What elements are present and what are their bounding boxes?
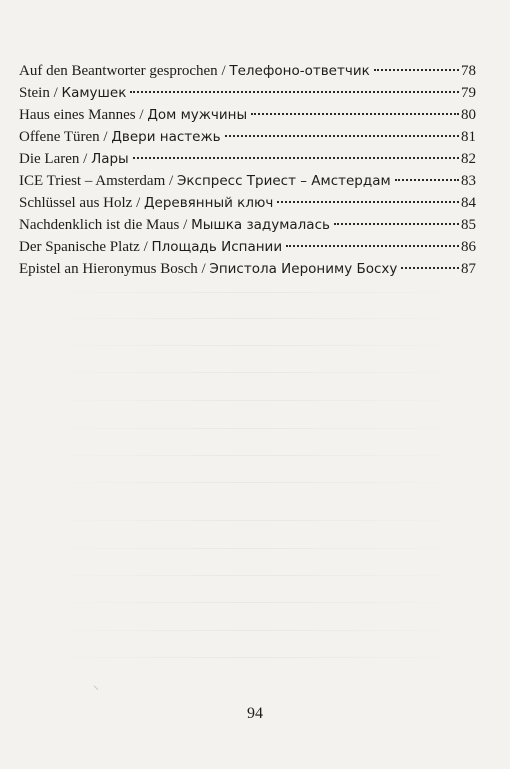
toc-page-number: 85 [461, 217, 476, 233]
title-german: Schlüssel aus Holz [19, 195, 133, 211]
title-separator: / [217, 63, 230, 79]
dot-leader [286, 245, 459, 247]
toc-entry-title [19, 104, 247, 126]
pencil-mark-icon: ⸜ [93, 678, 100, 692]
toc-page-number: 86 [461, 239, 476, 255]
toc-page-number: 82 [461, 151, 476, 167]
dot-leader [133, 157, 459, 159]
table-of-contents [19, 60, 476, 280]
title-russian: Камушек [61, 85, 127, 101]
title-russian: Эпистола Иерониму Босху [209, 261, 398, 277]
toc-page-number: 78 [461, 63, 476, 79]
dot-leader [130, 91, 459, 93]
toc-entry-title [19, 82, 126, 104]
toc-entry[interactable] [19, 60, 476, 82]
dot-leader [401, 267, 459, 269]
title-separator: / [165, 173, 177, 189]
toc-page-number: 87 [461, 261, 476, 277]
dot-leader [334, 223, 459, 225]
toc-entry[interactable] [19, 236, 476, 258]
toc-entry-title [19, 236, 282, 258]
title-separator: / [132, 195, 144, 211]
title-german: Der Spanische Platz [19, 239, 140, 255]
title-separator: / [49, 85, 62, 101]
title-russian: Лары [91, 151, 129, 167]
toc-entry[interactable] [19, 148, 476, 170]
title-russian: Двери настежь [111, 129, 221, 145]
toc-entry-title [19, 60, 370, 82]
toc-entry-title [19, 148, 129, 170]
dot-leader [225, 135, 459, 137]
title-german: Die Laren [19, 151, 80, 167]
dot-leader [374, 69, 459, 71]
toc-entry-title [19, 170, 391, 192]
title-german: Stein [19, 85, 50, 101]
title-separator: / [79, 151, 92, 167]
dot-leader [395, 179, 459, 181]
title-german: ICE Triest – Amsterdam [19, 173, 166, 189]
toc-entry-title [19, 192, 273, 214]
toc-entry[interactable] [19, 258, 476, 280]
page-number: 94 [247, 705, 263, 722]
toc-entry[interactable] [19, 192, 476, 214]
dot-leader [277, 201, 459, 203]
toc-page-number: 79 [461, 85, 476, 101]
title-separator: / [139, 239, 152, 255]
toc-page-number: 83 [461, 173, 476, 189]
toc-entry-title [19, 258, 397, 280]
title-german: Auf den Beantworter gesprochen [19, 63, 218, 79]
toc-entry[interactable] [19, 126, 476, 148]
title-separator: / [135, 107, 148, 123]
title-russian: Мышка задумалась [191, 217, 330, 233]
title-german: Haus eines Mannes [19, 107, 136, 123]
toc-entry-title [19, 126, 221, 148]
toc-page-number: 84 [461, 195, 476, 211]
toc-entry[interactable] [19, 214, 476, 236]
title-german: Nachdenklich ist die Maus [19, 217, 180, 233]
title-separator: / [99, 129, 112, 145]
title-russian: Площадь Испании [151, 239, 283, 255]
toc-entry[interactable] [19, 82, 476, 104]
title-russian: Экспресс Триест – Амстердам [176, 173, 391, 189]
title-separator: / [179, 217, 192, 233]
toc-entry[interactable] [19, 170, 476, 192]
title-russian: Дом мужчины [147, 107, 248, 123]
toc-entry[interactable] [19, 104, 476, 126]
toc-entry-title [19, 214, 330, 236]
title-german: Offene Türen [19, 129, 100, 145]
title-separator: / [197, 261, 210, 277]
toc-page-number: 80 [461, 107, 476, 123]
title-russian: Телефоно-ответчик [229, 63, 370, 79]
dot-leader [251, 113, 459, 115]
toc-page-number: 81 [461, 129, 476, 145]
title-russian: Деревянный ключ [144, 195, 274, 211]
title-german: Epistel an Hieronymus Bosch [19, 261, 198, 277]
